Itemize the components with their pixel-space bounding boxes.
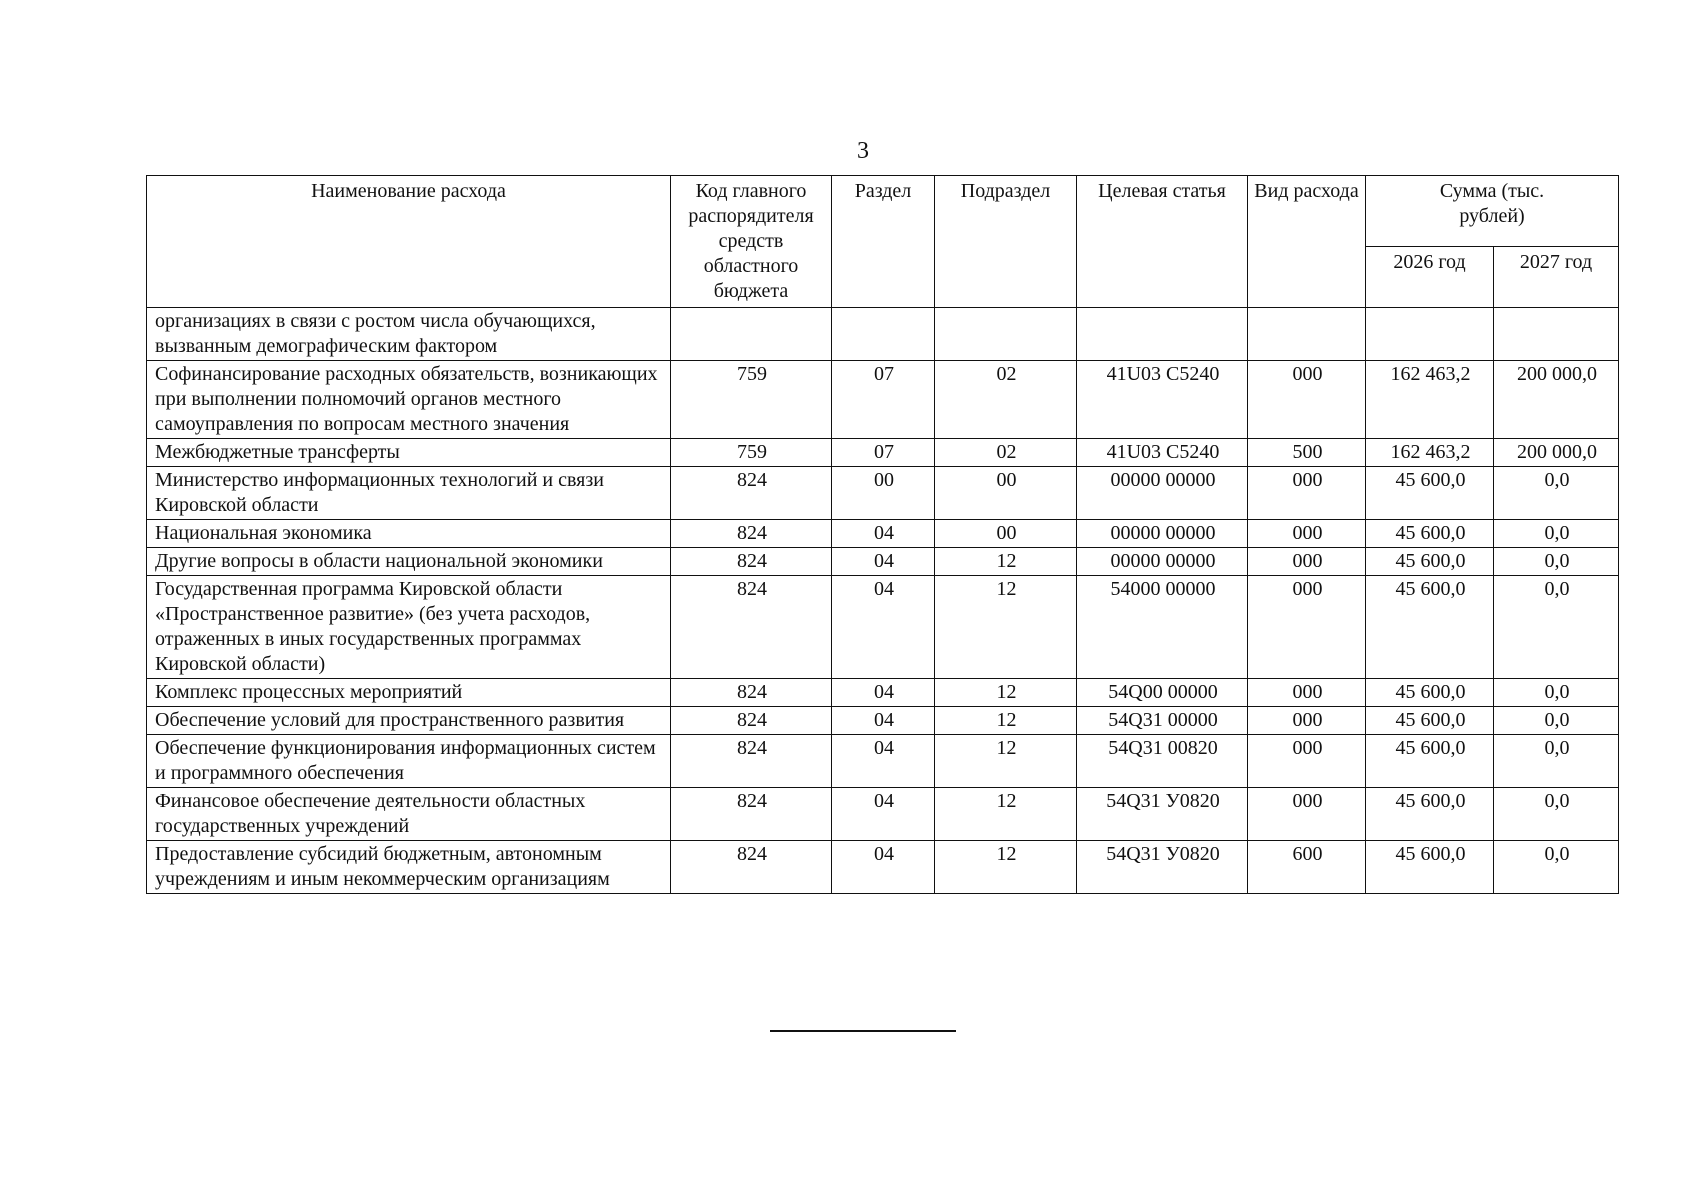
table-row (147, 439, 1619, 467)
cell-subsection: 12 (935, 548, 1077, 576)
header-kind: Вид расхода (1248, 176, 1366, 308)
budget-table (146, 175, 1619, 894)
cell-section: 04 (832, 576, 935, 679)
cell-kind: 000 (1248, 707, 1366, 735)
cell-target: 00000 00000 (1077, 548, 1248, 576)
cell-code: 824 (671, 707, 832, 735)
cell-name: Обеспечение функционирования информационных систем и программного обеспечения (147, 735, 671, 788)
cell-section: 04 (832, 548, 935, 576)
cell-name: Государственная программа Кировской области «Пространственное развитие» (без учета расходов, отраженных в иных государственных программах Кировской области) (147, 576, 671, 679)
header-sum: Сумма (тыс. рублей) (1366, 176, 1619, 247)
cell-2026: 45 600,0 (1366, 548, 1494, 576)
cell-kind: 600 (1248, 841, 1366, 894)
table-row (147, 361, 1619, 439)
cell-2026: 45 600,0 (1366, 707, 1494, 735)
cell-subsection: 12 (935, 679, 1077, 707)
cell-name: Национальная экономика (147, 520, 671, 548)
cell-code: 824 (671, 548, 832, 576)
cell-2026: 45 600,0 (1366, 841, 1494, 894)
table-row (147, 735, 1619, 788)
cell-name: Межбюджетные трансферты (147, 439, 671, 467)
header-target: Целевая статья (1077, 176, 1248, 308)
cell-2027: 0,0 (1494, 707, 1619, 735)
cell-target: 54Q31 У0820 (1077, 841, 1248, 894)
cell-section: 00 (832, 467, 935, 520)
cell-name: Обеспечение условий для пространственного развития (147, 707, 671, 735)
page-number: 3 (857, 138, 869, 164)
cell-name: организациях в связи с ростом числа обучающихся, вызванным демографическим фактором (147, 308, 671, 361)
cell-code: 824 (671, 788, 832, 841)
cell-2026: 45 600,0 (1366, 520, 1494, 548)
header-subsection: Подраздел (935, 176, 1077, 308)
cell-target: 54Q31 00000 (1077, 707, 1248, 735)
cell-code: 759 (671, 439, 832, 467)
cell-subsection: 12 (935, 576, 1077, 679)
cell-kind: 000 (1248, 361, 1366, 439)
cell-target: 41U03 C5240 (1077, 361, 1248, 439)
cell-section: 04 (832, 679, 935, 707)
table-row (147, 467, 1619, 520)
table-row (147, 679, 1619, 707)
table-row (147, 707, 1619, 735)
cell-2027: 0,0 (1494, 735, 1619, 788)
cell-2027: 0,0 (1494, 679, 1619, 707)
cell-2026 (1366, 308, 1494, 361)
header-name: Наименование расхода (147, 176, 671, 308)
cell-2027: 0,0 (1494, 520, 1619, 548)
cell-2026: 45 600,0 (1366, 467, 1494, 520)
cell-section: 07 (832, 439, 935, 467)
cell-kind: 500 (1248, 439, 1366, 467)
header-row (147, 176, 1619, 247)
cell-name: Предоставление субсидий бюджетным, автономным учреждениям и иным некоммерческим организациям (147, 841, 671, 894)
table-body (147, 308, 1619, 894)
table-row (147, 841, 1619, 894)
cell-subsection: 12 (935, 707, 1077, 735)
table-row (147, 576, 1619, 679)
cell-target: 54Q31 У0820 (1077, 788, 1248, 841)
cell-name: Финансовое обеспечение деятельности областных государственных учреждений (147, 788, 671, 841)
header-code: Код главного распорядителя средств областного бюджета (671, 176, 832, 308)
cell-section: 07 (832, 361, 935, 439)
cell-target: 00000 00000 (1077, 520, 1248, 548)
cell-2026: 45 600,0 (1366, 576, 1494, 679)
cell-subsection: 02 (935, 439, 1077, 467)
cell-section: 04 (832, 735, 935, 788)
table-row (147, 788, 1619, 841)
cell-code: 824 (671, 520, 832, 548)
table-row (147, 548, 1619, 576)
cell-2027: 200 000,0 (1494, 439, 1619, 467)
cell-kind: 000 (1248, 548, 1366, 576)
cell-subsection (935, 308, 1077, 361)
cell-subsection: 00 (935, 520, 1077, 548)
cell-code (671, 308, 832, 361)
cell-target: 00000 00000 (1077, 467, 1248, 520)
cell-kind: 000 (1248, 467, 1366, 520)
header-year-2027: 2027 год (1494, 247, 1619, 308)
cell-code: 759 (671, 361, 832, 439)
cell-target: 54Q00 00000 (1077, 679, 1248, 707)
cell-kind (1248, 308, 1366, 361)
cell-target: 54Q31 00820 (1077, 735, 1248, 788)
cell-subsection: 12 (935, 788, 1077, 841)
cell-2027: 0,0 (1494, 467, 1619, 520)
cell-subsection: 02 (935, 361, 1077, 439)
end-rule (770, 1030, 956, 1032)
cell-2026: 162 463,2 (1366, 439, 1494, 467)
cell-2027 (1494, 308, 1619, 361)
cell-code: 824 (671, 735, 832, 788)
cell-kind: 000 (1248, 788, 1366, 841)
cell-2026: 162 463,2 (1366, 361, 1494, 439)
cell-2027: 0,0 (1494, 841, 1619, 894)
cell-2027: 0,0 (1494, 548, 1619, 576)
cell-2027: 200 000,0 (1494, 361, 1619, 439)
cell-section: 04 (832, 520, 935, 548)
cell-subsection: 00 (935, 467, 1077, 520)
cell-section: 04 (832, 788, 935, 841)
header-year-2026: 2026 год (1366, 247, 1494, 308)
cell-kind: 000 (1248, 576, 1366, 679)
cell-2026: 45 600,0 (1366, 735, 1494, 788)
cell-2026: 45 600,0 (1366, 788, 1494, 841)
cell-code: 824 (671, 841, 832, 894)
cell-kind: 000 (1248, 679, 1366, 707)
cell-target: 41U03 C5240 (1077, 439, 1248, 467)
cell-kind: 000 (1248, 735, 1366, 788)
cell-code: 824 (671, 576, 832, 679)
cell-kind: 000 (1248, 520, 1366, 548)
cell-2027: 0,0 (1494, 788, 1619, 841)
cell-target: 54000 00000 (1077, 576, 1248, 679)
cell-subsection: 12 (935, 735, 1077, 788)
cell-section: 04 (832, 841, 935, 894)
cell-code: 824 (671, 679, 832, 707)
cell-2026: 45 600,0 (1366, 679, 1494, 707)
cell-code: 824 (671, 467, 832, 520)
table-row (147, 520, 1619, 548)
cell-name: Другие вопросы в области национальной экономики (147, 548, 671, 576)
cell-name: Министерство информационных технологий и связи Кировской области (147, 467, 671, 520)
cell-section (832, 308, 935, 361)
cell-name: Комплекс процессных мероприятий (147, 679, 671, 707)
cell-2027: 0,0 (1494, 576, 1619, 679)
cell-target (1077, 308, 1248, 361)
header-section: Раздел (832, 176, 935, 308)
cell-section: 04 (832, 707, 935, 735)
cell-name: Софинансирование расходных обязательств, возникающих при выполнении полномочий органов местного самоуправления по вопросам местного значения (147, 361, 671, 439)
table-row (147, 308, 1619, 361)
cell-subsection: 12 (935, 841, 1077, 894)
